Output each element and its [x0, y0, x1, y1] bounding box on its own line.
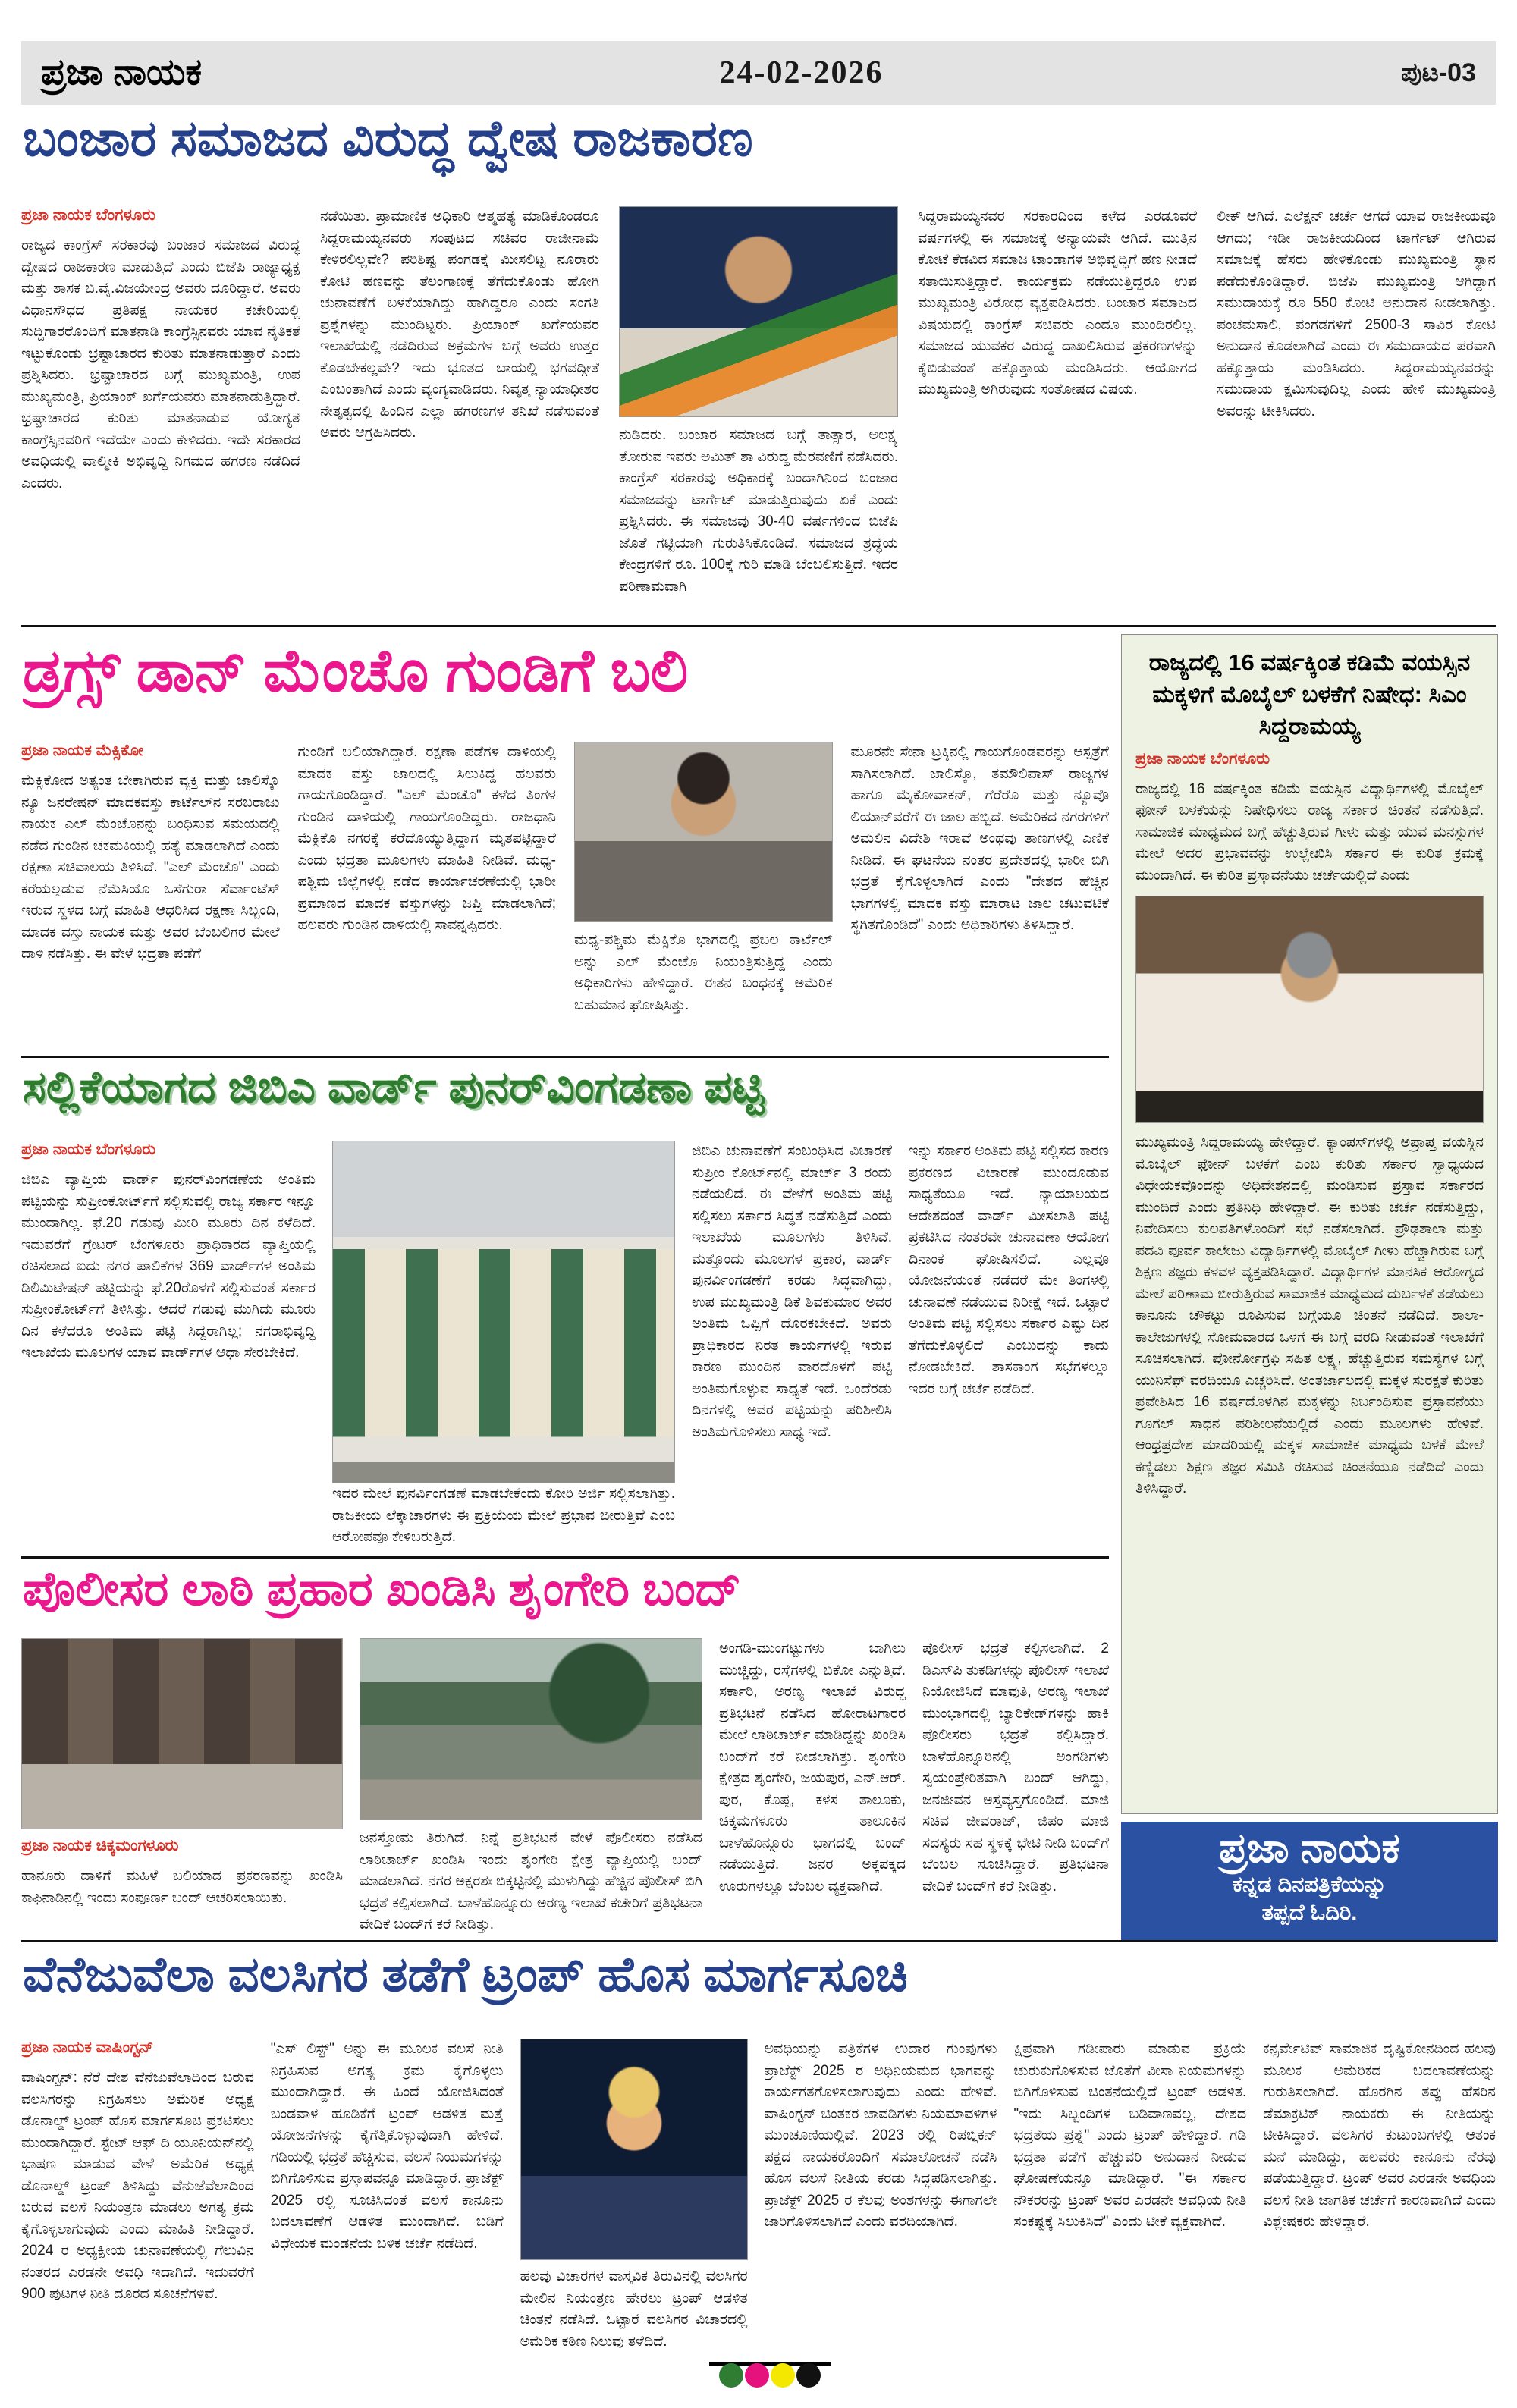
police-station-photo: [360, 1638, 702, 1820]
article-paragraph: ಜನಸ್ತೋಮ ತಿರುಗಿದೆ. ನಿನ್ನೆ ಪ್ರತಿಭಟನೆ ವೇಳೆ ಪೊಲೀಸರು ನಡೆಸಿದ ಲಾಠಿಚಾರ್ಜ್ ಖಂಡಿಸಿ ಇಂದು ಶೃಂಗೇರಿ ಕ್ಷೇತ್ರ ವ್ಯಾಪ್ತಿಯಲ್ಲಿ ಬಂದ್ ಮಾಡಲಾಗಿದೆ. ನಗರ ಅಕ್ಷರಶಃ ಬಿಕ್ಕಟ್ಟಿನಲ್ಲಿ ಮುಳುಗಿದ್ದು ಹೆಚ್ಚಿನ ಪೊಲೀಸ್ ಬಿಗಿ ಭದ್ರತೆ ಕಲ್ಪಿಸಲಾಗಿದೆ. ಬಾಳೆಹೊನ್ನೂರು ಅರಣ್ಯ ಇಲಾಖೆ ಕಚೇರಿಗೆ ಪ್ರತಿಭಟನಾ ವೇದಿಕೆ ಬಂದ್‌ಗೆ ಕರೆ ನೀಡಿತ್ತು.: [360, 1830, 702, 1932]
headline-drugs-don: ಡ್ರಗ್ಸ್ ಡಾನ್ ಮೆಂಚೊ ಗುಂಡಿಗೆ ಬಲಿ: [23, 639, 689, 704]
section-divider: [21, 1056, 1109, 1058]
article-paragraph: ರಾಜ್ಯದಲ್ಲಿ 16 ವರ್ಷಕ್ಕಿಂತ ಕಡಿಮೆ ವಯಸ್ಸಿನ ವಿದ್ಯಾರ್ಥಿಗಳಲ್ಲಿ ಮೊಬೈಲ್ ಫೋನ್ ಬಳಕೆಯನ್ನು ನಿಷೇಧಿಸಲು ರಾಜ್ಯ ಸರ್ಕಾರ ಚಿಂತನೆ ನಡೆಸುತ್ತಿದೆ. ಸಾಮಾಜಿಕ ಮಾಧ್ಯಮದ ಬಗ್ಗೆ ಹೆಚ್ಚುತ್ತಿರುವ ಗೀಳು ಮತ್ತು ಯುವ ಮನಸ್ಸುಗಳ ಮೇಲೆ ಅದರ ಪ್ರಭಾವವನ್ನು ಉಲ್ಲೇಖಿಸಿ ಸರ್ಕಾರ ಈ ಕುರಿತ ಕ್ರಮಕ್ಕೆ ಮುಂದಾಗಿದೆ. ಈ ಕುರಿತ ಪ್ರಸ್ತಾವನೆಯು ಚರ್ಚೆಯಲ್ಲಿದೆ ಎಂದು: [1135, 780, 1484, 884]
headline-banjara: ಬಂಜಾರ ಸಮಾಜದ ವಿರುದ್ಧ ದ್ವೇಷ ರಾಜಕಾರಣ: [23, 111, 753, 166]
headline-mobile-ban: ರಾಜ್ಯದಲ್ಲಿ 16 ವರ್ಷಕ್ಕಿಂತ ಕಡಿಮೆ ವಯಸ್ಸಿನ ಮಕ್ಕಳಿಗೆ ಮೊಬೈಲ್ ಬಳಕೆಗೆ ನಿಷೇಧ: ಸಿಎಂ ಸಿದ್ದರಾಮಯ್ಯ: [1148, 649, 1471, 739]
article-mobile-ban-box: [1121, 634, 1498, 1814]
article-drugs-don: [21, 742, 1109, 1050]
print-dot-yellow: [771, 2363, 795, 2388]
print-registration-marks: [704, 2362, 836, 2388]
article-paragraph: ವಾಷಿಂಗ್ಟನ್: ನೆರೆ ದೇಶ ವೆನೆಜುವೆಲಾದಿಂದ ಬರುವ ವಲಸಿಗರನ್ನು ನಿಗ್ರಹಿಸಲು ಅಮೆರಿಕ ಅಧ್ಯಕ್ಷ ಡೊನಾಲ್ಡ್ ಟ್ರಂಪ್ ಹೊಸ ಮಾರ್ಗಸೂಚಿ ಪ್ರಕಟಿಸಲು ಮುಂದಾಗಿದ್ದಾರೆ. ಸ್ಟೇಟ್ ಆಫ್ ದಿ ಯೂನಿಯನ್‌ನಲ್ಲಿ ಭಾಷಣ ಮಾಡುವ ವೇಳೆ ಅಮೆರಿಕ ಅಧ್ಯಕ್ಷ ಡೊನಾಲ್ಡ್ ಟ್ರಂಪ್ ತಿಳಿಸಿದ್ದು ವೆನುಜೆವೆಲಾದಿಂದ ಬರುವ ವಲಸೆ ನಿಯಂತ್ರಣ ಮಾಡಲು ಅಗತ್ಯ ಕ್ರಮ ಕೈಗೊಳ್ಳಲಾಗುವುದು ಎಂದು ಮಾಹಿತಿ ನೀಡಿದ್ದಾರೆ. 2024 ರ ಅಧ್ಯಕ್ಷೀಯ ಚುನಾವಣೆಯಲ್ಲಿ ಗೆಲುವಿನ ನಂತರದ ಎರಡನೇ ಅವಧಿ ಇದಾಗಿದೆ. ಇದುವರೆಗೆ 900 ಪುಟಗಳ ನೀತಿ ದೂರದ ಸೂಚನೆಗಳಿವೆ.: [21, 2070, 254, 2302]
headline-trump-migrants: ವೆನೆಜುವೆಲಾ ವಲಸಿಗರ ತಡೆಗೆ ಟ್ರಂಪ್ ಹೊಸ ಮಾರ್ಗಸೂಚಿ: [23, 1948, 908, 2001]
page-header: [21, 41, 1496, 105]
byline-banjara: ಪ್ರಜಾ ನಾಯಕ ಬೆಂಗಳೂರು: [21, 206, 156, 224]
article-paragraph: ಅಂಗಡಿ-ಮುಂಗಟ್ಟುಗಳು ಬಾಗಿಲು ಮುಚ್ಚಿದ್ದು, ರಸ್ತೆಗಳಲ್ಲಿ ಬಿಕೋ ಎನ್ನುತ್ತಿದೆ. ಸರ್ಕಾರಿ, ಅರಣ್ಯ ಇಲಾಖೆ ವಿರುದ್ಧ ಪ್ರತಿಭಟನೆ ನಡೆಸಿದ ಹೋರಾಟಗಾರರ ಮೇಲೆ ಲಾಠಿಚಾರ್ಜ್ ಮಾಡಿದ್ದನ್ನು ಖಂಡಿಸಿ ಬಂದ್‌ಗೆ ಕರೆ ನೀಡಲಾಗಿತ್ತು. ಶೃಂಗೇರಿ ಕ್ಷೇತ್ರದ ಶೃಂಗೇರಿ, ಜಯಪುರ, ಎನ್.ಆರ್. ಪುರ, ಕೊಪ್ಪ, ಕಳಸ ತಾಲೂಕು, ಚಿಕ್ಕಮಗಳೂರು ತಾಲೂಕಿನ ಬಾಳೆಹೊನ್ನೂರು ಭಾಗದಲ್ಲಿ ಬಂದ್ ನಡೆಯುತ್ತಿದೆ. ಜನರ ಅಕ್ಕಪಕ್ಕದ ಊರುಗಳಲ್ಲೂ ಬೆಂಬಲ ವ್ಯಕ್ತವಾಗಿದೆ.: [719, 1640, 906, 1895]
article-paragraph: ಗುಂಡಿಗೆ ಬಲಿಯಾಗಿದ್ದಾರೆ. ರಕ್ಷಣಾ ಪಡೆಗಳ ದಾಳಿಯಲ್ಲಿ ಮಾದಕ ವಸ್ತು ಜಾಲದಲ್ಲಿ ಸಿಲುಕಿದ್ದ ಹಲವರು ಗಾಯಗೊಂಡಿದ್ದಾರೆ. "ಎಲ್ ಮೆಂಚೊ" ಕಳೆದ ತಿಂಗಳ ಗುಂಡಿನ ದಾಳಿಯಲ್ಲಿ ಗಾಯಗೊಂಡಿದ್ದರು. ರಾಜಧಾನಿ ಮೆಕ್ಸಿಕೊ ನಗರಕ್ಕೆ ಕರೆದೊಯ್ಯುತ್ತಿದ್ದಾಗ ಮೃತಪಟ್ಟಿದ್ದಾರೆ ಎಂದು ಭದ್ರತಾ ಮೂಲಗಳು ಮಾಹಿತಿ ನೀಡಿವೆ. ಮಧ್ಯ-ಪಶ್ಚಿಮ ಜಿಲ್ಲೆಗಳಲ್ಲಿ ನಡೆದ ಕಾರ್ಯಾಚರಣೆಯಲ್ಲಿ ಭಾರೀ ಪ್ರಮಾಣದ ಮಾದಕ ವಸ್ತುಗಳನ್ನು ಜಪ್ತಿ ಮಾಡಲಾಗಿದೆ; ಹಲವರು ಗುಂಡಿನ ದಾಳಿಯಲ್ಲಿ ಸಾವನ್ನಪ್ಪಿದರು.: [297, 744, 556, 933]
article-paragraph: ಇನ್ನು ಸರ್ಕಾರ ಅಂತಿಮ ಪಟ್ಟಿ ಸಲ್ಲಿಸದ ಕಾರಣ ಪ್ರಕರಣದ ವಿಚಾರಣೆ ಮುಂದೂಡುವ ಸಾಧ್ಯತೆಯೂ ಇದೆ. ನ್ಯಾಯಾಲಯದ ಆದೇಶದಂತೆ ವಾರ್ಡ್ ಮೀಸಲಾತಿ ಪಟ್ಟಿ ಪ್ರಕಟಿಸಿದ ನಂತರವೇ ಚುನಾವಣಾ ಆಯೋಗ ದಿನಾಂಕ ಘೋಷಿಸಲಿದೆ. ಎಲ್ಲವೂ ಯೋಜನೆಯಂತೆ ನಡೆದರೆ ಮೇ ತಿಂಗಳಲ್ಲಿ ಚುನಾವಣೆ ನಡೆಯುವ ನಿರೀಕ್ಷೆ ಇದೆ. ಒಟ್ಟಾರೆ ಅಂತಿಮ ಪಟ್ಟಿ ಸಲ್ಲಿಸಲು ಸರ್ಕಾರ ಎಷ್ಟು ದಿನ ತೆಗೆದುಕೊಳ್ಳಲಿದೆ ಎಂಬುದನ್ನು ಕಾದು ನೋಡಬೇಕಿದೆ. ಶಾಸಕಾಂಗ ಸಭೆಗಳಲ್ಲೂ ಇದರ ಬಗ್ಗೆ ಚರ್ಚೆ ನಡೆದಿದೆ.: [909, 1143, 1109, 1397]
article-gba-wards: [21, 1141, 1109, 1552]
article-paragraph: ನುಡಿದರು. ಬಂಜಾರ ಸಮಾಜದ ಬಗ್ಗೆ ತಾತ್ಸಾರ, ಅಲಕ್ಷ್ಯ ತೋರುವ ಇವರು ಅಮಿತ್ ಶಾ ವಿರುದ್ಧ ಮೆರವಣಿಗೆ ನಡೆಸಿದರು. ಕಾಂಗ್ರೆಸ್ ಸರಕಾರವು ಅಧಿಕಾರಕ್ಕೆ ಬಂದಾಗಿನಿಂದ ಬಂಜಾರ ಸಮಾಜವನ್ನು ಟಾರ್ಗೆಟ್ ಮಾಡುತ್ತಿರುವುದು ಏಕೆ ಎಂದು ಪ್ರಶ್ನಿಸಿದರು. ಈ ಸಮಾಜವು 30-40 ವರ್ಷಗಳಿಂದ ಬಿಜೆಪಿ ಜೊತೆ ಗಟ್ಟಿಯಾಗಿ ಗುರುತಿಸಿಕೊಂಡಿದೆ. ಸಮಾಜದ ಶ್ರದ್ಧೆಯ ಕೇಂದ್ರಗಳಿಗೆ ರೂ. 100ಕ್ಕೆ ಗುರಿ ಮಾಡಿ ಬೆಂಬಲಿಸುತ್ತಿದೆ. ಇದರ ಪರಿಣಾಮವಾಗಿ: [619, 427, 898, 595]
section-divider: [21, 625, 1496, 627]
article-paragraph: ನಡೆಯಿತು. ಪ್ರಾಮಾಣಿಕ ಅಧಿಕಾರಿ ಆತ್ಮಹತ್ಯೆ ಮಾಡಿಕೊಂಡರೂ ಸಿದ್ದರಾಮಯ್ಯನವರು ಸಂಪುಟದ ಸಚಿವರ ರಾಜೀನಾಮೆ ಕೇಳಿರಲಿಲ್ಲವೇ? ಪರಿಶಿಷ್ಟ ಪಂಗಡಕ್ಕೆ ಮೀಸಲಿಟ್ಟ ನೂರಾರು ಕೋಟಿ ಹಣವನ್ನು ತೆಲಂಗಾಣಕ್ಕೆ ತೆಗೆದುಕೊಂಡು ಹೋಗಿ ಚುನಾವಣೆಗೆ ಬಳಕೆಯಾಗಿದ್ದು ಹಾಗಿದ್ದರೂ ಎಂದು ಸಂಗತಿ ಪ್ರಶ್ನೆಗಳನ್ನು ಮುಂದಿಟ್ಟರು. ಪ್ರಿಯಾಂಕ್ ಖರ್ಗೆಯವರ ಇಲಾಖೆಯಲ್ಲಿ ನಡೆದಿರುವ ಅಕ್ರಮಗಳ ಬಗ್ಗೆ ಅವರು ಉತ್ತರ ಕೊಡಬೇಕಲ್ಲವೇ? ಇದು ಭೂತದ ಬಾಯಲ್ಲಿ ಭಗವದ್ಗೀತೆ ಎಂಬಂತಾಗಿದೆ ಎಂದು ವ್ಯಂಗ್ಯವಾಡಿದರು. ನಿವೃತ್ತ ನ್ಯಾಯಾಧೀಶರ ನೇತೃತ್ವದಲ್ಲಿ ಹಿಂದಿನ ಎಲ್ಲಾ ಹಗರಣಗಳ ತನಿಖೆ ನಡೆಸುವಂತೆ ಅವರು ಆಗ್ರಹಿಸಿದರು.: [320, 209, 599, 441]
article-paragraph: ಹಾನೂರು ದಾಳಿಗೆ ಮಹಿಳೆ ಬಲಿಯಾದ ಪ್ರಕರಣವನ್ನು ಖಂಡಿಸಿ ಕಾಫಿನಾಡಿನಲ್ಲಿ ಇಂದು ಸಂಪೂರ್ಣ ಬಂದ್ ಆಚರಿಸಲಾಯಿತು.: [21, 1868, 343, 1906]
photo-caption: ಹಲವು ವಿಚಾರಗಳ ವಾಸ್ತವಿಕ ತಿರುವಿನಲ್ಲಿ ವಲಸಿಗರ ಮೇಲಿನ ನಿಯಂತ್ರಣ ಹೇರಲು ಟ್ರಂಪ್ ಆಡಳಿತ ಚಿಂತನೆ ನಡೆಸಿದೆ. ಒಟ್ಟಾರೆ ವಲಸಿಗರ ವಿಚಾರದಲ್ಲಿ ಅಮೆರಿಕ ಕಠಿಣ ನಿಲುವು ತಳೆದಿದೆ.: [520, 2268, 748, 2350]
byline-trump-migrants: ಪ್ರಜಾ ನಾಯಕ ವಾಷಿಂಗ್ಟನ್: [21, 2039, 154, 2056]
article-paragraph: ಅವಧಿಯನ್ನು ಪತ್ರಿಕೆಗಳ ಉದಾರ ಗುಂಪುಗಳು ಪ್ರಾಜೆಕ್ಟ್ 2025 ರ ಅಧಿನಿಯಮದ ಭಾಗವನ್ನು ಕಾರ್ಯಗತಗೊಳಿಸಲಾಗುವುದು ಎಂದು ಹೇಳಿವೆ. ವಾಷಿಂಗ್ಟನ್ ಚಿಂತಕರ ಚಾವಡಿಗಳು ನಿಯಮಾವಳಿಗಳ ಮುಂಚೂಣಿಯಲ್ಲಿವೆ. 2023 ರಲ್ಲಿ ರಿಪಬ್ಲಿಕನ್ ಪಕ್ಷದ ನಾಯಕರೊಂದಿಗೆ ಸಮಾಲೋಚನೆ ನಡೆಸಿ ಹೊಸ ವಲಸೆ ನೀತಿಯ ಕರಡು ಸಿದ್ಧಪಡಿಸಲಾಗಿತ್ತು. ಪ್ರಾಜೆಕ್ಟ್ 2025 ರ ಕೆಲವು ಅಂಶಗಳನ್ನು ಈಗಾಗಲೇ ಜಾರಿಗೊಳಿಸಲಾಗಿದೆ ಎಂದು ವರದಿಯಾಗಿದೆ.: [764, 2041, 997, 2230]
promo-line: ತಪ್ಪದೆ ಓದಿರಿ.: [1261, 1900, 1358, 1925]
article-paragraph: ರಾಜ್ಯದ ಕಾಂಗ್ರೆಸ್ ಸರಕಾರವು ಬಂಜಾರ ಸಮಾಜದ ವಿರುದ್ಧ ದ್ವೇಷದ ರಾಜಕಾರಣ ಮಾಡುತ್ತಿದೆ ಎಂದು ಬಿಜೆಪಿ ರಾಜ್ಯಾಧ್ಯಕ್ಷ ಮತ್ತು ಶಾಸಕ ಬಿ.ವೈ.ವಿಜಯೇಂದ್ರ ಅವರು ದೂರಿದ್ದಾರೆ. ಅವರು ವಿಧಾನಸೌಧದ ಪ್ರತಿಪಕ್ಷ ನಾಯಕರ ಕಚೇರಿಯಲ್ಲಿ ಸುದ್ದಿಗಾರರೊಂದಿಗೆ ಮಾತನಾಡಿ ಕಾಂಗ್ರೆಸ್ಸಿನವರು ಯಾವ ನೈತಿಕತೆ ಇಟ್ಟುಕೊಂಡು ಭ್ರಷ್ಟಾಚಾರದ ಕುರಿತು ಮಾತನಾಡುತ್ತಾರೆ ಎಂದು ಪ್ರಶ್ನಿಸಿದರು. ಭ್ರಷ್ಟಾಚಾರದ ಬಗ್ಗೆ ಮುಖ್ಯಮಂತ್ರಿ, ಉಪ ಮುಖ್ಯಮಂತ್ರಿ, ಪ್ರಿಯಾಂಕ್ ಖರ್ಗೆಯವರು ಮಾತನಾಡುತ್ತಿದ್ದಾರೆ. ಭ್ರಷ್ಟಾಚಾರದ ಕುರಿತು ಮಾತನಾಡುವ ಯೋಗ್ಯತೆ ಕಾಂಗ್ರೆಸ್ಸಿನವರಿಗೆ ಇದೆಯೇ ಎಂದು ಕೇಳಿದರು. ಇದೇ ಸರಕಾರದ ಅವಧಿಯಲ್ಲಿ ವಾಲ್ಮೀಕಿ ಅಭಿವೃದ್ಧಿ ನಿಗಮದ ಹಗರಣ ನಡೆದಿದೆ ಎಂದರು.: [21, 237, 300, 491]
article-paragraph: ಕನ್ಸರ್ವೇಟಿವ್ ಸಾಮಾಜಿಕ ದೃಷ್ಟಿಕೋನದಿಂದ ಹಲವು ಮೂಲಕ ಅಮೆರಿಕದ ಬದಲಾವಣೆಯನ್ನು ಗುರುತಿಸಲಾಗಿದೆ. ಹೊರಗಿನ ತಪ್ಪು ಹೆಸರಿನ ಡೆಮಾಕ್ರಟಿಕ್ ನಾಯಕರು ಈ ನೀತಿಯನ್ನು ಟೀಕಿಸಿದ್ದಾರೆ. ವಲಸಿಗರ ಕುಟುಂಬಗಳಲ್ಲಿ ಆತಂಕ ಮನೆ ಮಾಡಿದ್ದು, ಹಲವರು ಕಾನೂನು ನೆರವು ಪಡೆಯುತ್ತಿದ್ದಾರೆ. ಟ್ರಂಪ್ ಅವರ ಎರಡನೇ ಅವಧಿಯ ವಲಸೆ ನೀತಿ ಜಾಗತಿಕ ಚರ್ಚೆಗೆ ಕಾರಣವಾಗಿದೆ ಎಂದು ವಿಶ್ಲೇಷಕರು ಹೇಳಿದ್ದಾರೆ.: [1263, 2041, 1496, 2230]
article-paragraph: ಪೊಲೀಸ್ ಭದ್ರತೆ ಕಲ್ಪಿಸಲಾಗಿದೆ. 2 ಡಿಎಸ್‌ಪಿ ತುಕಡಿಗಳನ್ನು ಪೊಲೀಸ್ ಇಲಾಖೆ ನಿಯೋಜಿಸಿದೆ ಮಾವುತಿ, ಅರಣ್ಯ ಇಲಾಖೆ ಮುಂಭಾಗದಲ್ಲಿ ಬ್ಯಾರಿಕೇಡ್‌ಗಳನ್ನು ಹಾಕಿ ಪೊಲೀಸರು ಭದ್ರತೆ ಕಲ್ಪಿಸಿದ್ದಾರೆ. ಬಾಳೆಹೊನ್ನೂರಿನಲ್ಲಿ ಅಂಗಡಿಗಳು ಸ್ವಯಂಪ್ರೇರಿತವಾಗಿ ಬಂದ್ ಆಗಿದ್ದು, ಜನಜೀವನ ಅಸ್ತವ್ಯಸ್ತಗೊಂಡಿದೆ. ಮಾಜಿ ಸಚಿವ ಜೀವರಾಜ್, ಜಿಪಂ ಮಾಜಿ ಸದಸ್ಯರು ಸಹ ಸ್ಥಳಕ್ಕೆ ಭೇಟಿ ನೀಡಿ ಬಂದ್‌ಗೆ ಬೆಂಬಲ ಸೂಚಿಸಿದ್ದಾರೆ. ಪ್ರತಿಭಟನಾ ವೇದಿಕೆ ಬಂದ್‌ಗೆ ಕರೆ ನೀಡಿತ್ತು.: [922, 1640, 1109, 1895]
article-paragraph: "ಎಸ್ ಲಿಸ್ಟ್" ಅನ್ನು ಈ ಮೂಲಕ ವಲಸೆ ನೀತಿ ನಿಗ್ರಹಿಸುವ ಅಗತ್ಯ ಕ್ರಮ ಕೈಗೊಳ್ಳಲು ಮುಂದಾಗಿದ್ದಾರೆ. ಈ ಹಿಂದೆ ಯೋಜಿಸಿದಂತೆ ಬಂಡವಾಳ ಹೂಡಿಕೆಗೆ ಟ್ರಂಪ್ ಆಡಳಿತ ಮತ್ತೆ ಯೋಜನೆಗಳನ್ನು ಕೈಗೆತ್ತಿಕೊಳ್ಳುವುದಾಗಿ ಹೇಳಿದೆ. ಗಡಿಯಲ್ಲಿ ಭದ್ರತೆ ಹೆಚ್ಚಿಸುವ, ವಲಸೆ ನಿಯಮಗಳನ್ನು ಬಿಗಿಗೊಳಿಸುವ ಪ್ರಸ್ತಾಪವನ್ನೂ ಮಾಡಿದ್ದಾರೆ. ಪ್ರಾಜೆಕ್ಟ್ 2025 ರಲ್ಲಿ ಸೂಚಿಸಿದಂತೆ ವಲಸೆ ಕಾನೂನು ಬದಲಾವಣೆಗೆ ಆಡಳಿತ ಮುಂದಾಗಿದೆ. ಬಡಿಗೆ ವಿಧೇಯಕ ಮಂಡನೆಯ ಬಳಿಕ ಚರ್ಚೆ ನಡೆದಿದೆ.: [270, 2041, 504, 2252]
edition-date: 24-02-2026: [719, 55, 884, 90]
byline-gba-wards: ಪ್ರಜಾ ನಾಯಕ ಬೆಂಗಳೂರು: [21, 1141, 156, 1158]
headline-gba-wards: ಸಲ್ಲಿಕೆಯಾಗದ ಜಿಬಿಎ ವಾರ್ಡ್ ಪುನರ್‌ವಿಂಗಡಣಾ ಪಟ್ಟಿ: [23, 1063, 765, 1112]
promo-line: ಕನ್ನಡ ದಿನಪತ್ರಿಕೆಯನ್ನು: [1232, 1873, 1387, 1898]
article-banjara: [21, 206, 1496, 620]
print-dot-magenta: [745, 2363, 769, 2388]
promo-title: ಪ್ರಜಾ ನಾಯಕ: [1219, 1826, 1400, 1871]
page-number: ಪುಟ-03: [1400, 58, 1476, 87]
article-paragraph: ಸಿದ್ದರಾಮಯ್ಯನವರ ಸರಕಾರದಿಂದ ಕಳೆದ ಎರಡೂವರೆ ವರ್ಷಗಳಲ್ಲಿ ಈ ಸಮಾಜಕ್ಕೆ ಅನ್ಯಾಯವೇ ಆಗಿದೆ. ಮುತ್ತಿನ ಕೋಟೆ ಕೆಡವಿದ ಸಮಾಜ ಟಾಂಡಾಗಳ ಅಭಿವೃದ್ಧಿಗೆ ಹಣ ನೀಡದೆ ಸತಾಯಿಸುತ್ತಿದ್ದಾರೆ. ಕಾರ್ಯಕ್ರಮ ನಡೆಯುತ್ತಿದ್ದರೂ ಉಪ ಮುಖ್ಯಮಂತ್ರಿ ವಿರೋಧ ವ್ಯಕ್ತಪಡಿಸಿದರು. ಬಂಜಾರ ಸಮಾಜದ ವಿಷಯದಲ್ಲಿ ಕಾಂಗ್ರೆಸ್ ಸಚಿವರು ಎಂದೂ ಮುಂದಿರಲಿಲ್ಲ. ಸಮಾಜದ ಯುವಕರ ವಿರುದ್ಧ ದಾಖಲಿಸಿರುವ ಪ್ರಕರಣಗಳನ್ನು ಕೈಬಿಡುವಂತೆ ಹಕ್ಕೊತ್ತಾಯ ಮಂಡಿಸಿದರು. ಆಯೋಗದ ಮುಖ್ಯಮಂತ್ರಿ ಅಗಿರುವುದು ಸಂತೋಷದ ವಿಷಯ.: [918, 209, 1197, 397]
el-mencho-photo: [574, 742, 833, 922]
siddaramaiah-photo: [1135, 896, 1484, 1123]
article-paragraph: ಜಿಬಿಎ ವ್ಯಾಪ್ತಿಯ ವಾರ್ಡ್ ಪುನರ್‌ವಿಂಗಡಣೆಯ ಅಂತಿಮ ಪಟ್ಟಿಯನ್ನು ಸುಪ್ರೀಂಕೋರ್ಟ್‌ಗೆ ಸಲ್ಲಿಸುವಲ್ಲಿ ರಾಜ್ಯ ಸರ್ಕಾರ ಇನ್ನೂ ಮುಂದಾಗಿಲ್ಲ. ಫೆ.20 ಗಡುವು ಮೀರಿ ಮೂರು ದಿನ ಕಳೆದಿದೆ. ಇದುವರೆಗೆ ಗ್ರೇಟರ್ ಬೆಂಗಳೂರು ಪ್ರಾಧಿಕಾರದ ವ್ಯಾಪ್ತಿಯಲ್ಲಿ ರಚಿಸಲಾದ ಐದು ನಗರ ಪಾಲಿಕೆಗಳ 369 ವಾರ್ಡ್‌ಗಳ ಅಂತಿಮ ಡಿಲಿಮಿಟೇಷನ್ ಪಟ್ಟಿಯನ್ನು ಫೆ.20ರೊಳಗೆ ಸಲ್ಲಿಸುವಂತೆ ಸರ್ಕಾರ ಸುಪ್ರೀಂಕೋರ್ಟ್‌ಗೆ ತಿಳಿಸಿತ್ತು. ಆದರೆ ಗಡುವು ಮುಗಿದು ಮೂರು ದಿನ ಕಳೆದರೂ ಅಂತಿಮ ಪಟ್ಟಿ ಸಿದ್ದರಾಗಿಲ್ಲ; ನಗರಾಭಿವೃದ್ಧಿ ಇಲಾಖೆಯ ಮೂಲಗಳ ಯಾವ ವಾರ್ಡ್‌ಗಳ ಆಧಾ ಸೇರಬೇಕಿದೆ.: [21, 1172, 316, 1361]
print-dot-black: [796, 2363, 821, 2388]
byline-shringeri-bandh: ಪ್ರಜಾ ನಾಯಕ ಚಿಕ್ಕಮಂಗಳೂರು: [21, 1837, 179, 1854]
trump-photo: [520, 2039, 748, 2260]
section-divider: [21, 1940, 1496, 1942]
bandh-street-photo: [21, 1638, 343, 1829]
print-dot-green: [719, 2363, 743, 2388]
kannada-bhavana-photo: [332, 1141, 675, 1483]
article-paragraph: ಲೀಕ್ ಆಗಿದೆ. ಎಲೆಕ್ಷನ್ ಚರ್ಚೆ ಆಗದೆ ಯಾವ ರಾಜಕೀಯವೂ ಆಗದು; ಇಡೀ ರಾಜಕೀಯದಿಂದ ಟಾರ್ಗೆಟ್ ಆಗಿರುವ ಸಮಾಜಕ್ಕೆ ಹೆಸರು ಹೇಳಿಕೊಂಡು ಮುಖ್ಯಮಂತ್ರಿ ಸ್ಥಾನ ಪಡೆದುಕೊಂಡಿದ್ದಾರೆ. ಬಿಜೆಪಿ ಮುಖ್ಯಮಂತ್ರಿ ಆಗಿದ್ದಾಗ ಸಮುದಾಯಕ್ಕೆ ರೂ 550 ಕೋಟಿ ಅನುದಾನ ನೀಡಲಾಗಿತ್ತು. ಪಂಚಮಸಾಲಿ, ಪಂಗಡಗಳಿಗೆ 2500-3 ಸಾವಿರ ಕೋಟಿ ಅನುದಾನ ಕೊಡಲಾಗಿದೆ ಎಂದು ಈ ಸಮುದಾಯದ ಪರವಾಗಿ ಹಕ್ಕೊತ್ತಾಯ ಮಂಡಿಸಿದರು. ಸಿದ್ದರಾಮಯ್ಯನವರನ್ನು ಸಮುದಾಯ ಕ್ಷಮಿಸುವುದಿಲ್ಲ ಎಂದು ಹೇಳಿ ಮುಖ್ಯಮಂತ್ರಿ ಅವರನ್ನು ಟೀಕಿಸಿದರು.: [1217, 209, 1496, 419]
masthead: ಪ್ರಜಾ ನಾಯಕ: [41, 52, 203, 93]
article-trump-migrants: [21, 2039, 1496, 2353]
article-paragraph: ಮಧ್ಯ-ಪಶ್ಚಿಮ ಮೆಕ್ಸಿಕೊ ಭಾಗದಲ್ಲಿ ಪ್ರಬಲ ಕಾರ್ಟೆಲ್ ಅನ್ನು ಎಲ್ ಮೆಂಚೊ ನಿಯಂತ್ರಿಸುತ್ತಿದ್ದ ಎಂದು ಅಧಿಕಾರಿಗಳು ಹೇಳಿದ್ದಾರೆ. ಈತನ ಬಂಧನಕ್ಕೆ ಅಮೆರಿಕ ಬಹುಮಾನ ಘೋಷಿಸಿತ್ತು.: [574, 932, 833, 1013]
article-paragraph: ಮೂರನೇ ಸೇನಾ ಟ್ರಕ್ಕಿನಲ್ಲಿ ಗಾಯಗೊಂಡವರನ್ನು ಆಸ್ಪತ್ರೆಗೆ ಸಾಗಿಸಲಾಗಿದೆ. ಜಾಲಿಸ್ಕೊ, ತಮೌಲಿಪಾಸ್ ರಾಜ್ಯಗಳ ಹಾಗೂ ಮೈಕೋವಾಕನ್, ಗೆರೆರೊ ಮತ್ತು ನ್ಯೂವೊ ಲಿಯಾನ್‌ವರೆಗೆ ಈ ಜಾಲ ಹಬ್ಬಿದೆ. ಅಮೆರಿಕದ ನಗರಗಳಿಗೆ ಅಮಲಿನ ವಿದೇಶಿ ಇರಾವೆ ಅಂಥವು ತಾಣಗಳಲ್ಲಿ ಎಣಿಕೆ ನೀಡಿದೆ. ಈ ಘಟನೆಯ ನಂತರ ಪ್ರದೇಶದಲ್ಲಿ ಭಾರೀ ಬಿಗಿ ಭದ್ರತೆ ಕೈಗೊಳ್ಳಲಾಗಿದೆ ಎಂದು "ದೇಶದ ಹೆಚ್ಚಿನ ಭಾಗಗಳಲ್ಲಿ ಮಾದಕ ವಸ್ತು ಮಾರಾಟ ಜಾಲ ಚಟುವಟಿಕೆ ಸ್ಥಗಿತಗೊಂಡಿದೆ" ಎಂದು ಅಧಿಕಾರಿಗಳು ತಿಳಿಸಿದ್ದಾರೆ.: [850, 744, 1109, 933]
article-paragraph: ಜಿಬಿಎ ಚುನಾವಣೆಗೆ ಸಂಬಂಧಿಸಿದ ವಿಚಾರಣೆ ಸುಪ್ರೀಂ ಕೋರ್ಟ್‌ನಲ್ಲಿ ಮಾರ್ಚ್ 3 ರಂದು ನಡೆಯಲಿದೆ. ಈ ವೇಳೆಗೆ ಅಂತಿಮ ಪಟ್ಟಿ ಸಲ್ಲಿಸಲು ಸರ್ಕಾರ ಸಿದ್ಧತೆ ನಡೆಸುತ್ತಿದೆ ಎಂದು ಇಲಾಖೆಯ ಮೂಲಗಳು ತಿಳಿಸಿವೆ. ಮತ್ತೊಂದು ಮೂಲಗಳ ಪ್ರಕಾರ, ವಾರ್ಡ್ ಪುನರ್ವಿಂಗಡಣೆಗೆ ಕರಡು ಸಿದ್ಧವಾಗಿದ್ದು, ಉಪ ಮುಖ್ಯಮಂತ್ರಿ ಡಿಕೆ ಶಿವಕುಮಾರ ಅವರ ಅಂತಿಮ ಒಪ್ಪಿಗೆ ದೊರಕಬೇಕಿದೆ. ಅವರು ಪ್ರಾಧಿಕಾರದ ನಿರತ ಕಾರ್ಯಗಳಲ್ಲಿ ಇರುವ ಕಾರಣ ಮುಂದಿನ ವಾರದೊಳಗೆ ಪಟ್ಟಿ ಅಂತಿಮಗೊಳ್ಳುವ ಸಾಧ್ಯತೆ ಇದೆ. ಒಂದೆರಡು ದಿನಗಳಲ್ಲಿ ಅವರ ಪಟ್ಟಿಯನ್ನು ಪರಿಶೀಲಿಸಿ ಅಂತಿಮಗೊಳಿಸಲು ಸಾಧ್ಯ ಇದೆ.: [692, 1143, 892, 1440]
article-paragraph: ಮುಖ್ಯಮಂತ್ರಿ ಸಿದ್ದರಾಮಯ್ಯ ಹೇಳಿದ್ದಾರೆ. ಕ್ಯಾಂಪಸ್‌ಗಳಲ್ಲಿ ಅಪ್ರಾಪ್ತ ವಯಸ್ಸಿನ ಮೊಬೈಲ್ ಫೋನ್ ಬಳಕೆಗೆ ಎಂಬ ಕುರಿತು ಸರ್ಕಾರ ಸ್ವಾಧ್ಯಯದ ವಿಧೇಯಕವೊಂದನ್ನು ಅಧಿವೇಶನದಲ್ಲಿ ಮಂಡಿಸುವ ಪ್ರಸ್ತಾವ ಸರ್ಕಾರದ ಮುಂದಿದೆ ಎಂದು ಪ್ರತಿನಿಧಿ ಹೇಳಿದ್ದಾರೆ. ಈ ಕುರಿತು ಚರ್ಚೆ ನಡೆಸುತ್ತಿದ್ದು, ನಿವೇದಿಸಲು ಕುಲಪತಿಗಳೊಂದಿಗೆ ಸಭೆ ನಡೆಸಲಾಗಿದೆ. ಪ್ರೌಢಶಾಲಾ ಮತ್ತು ಪದವಿ ಪೂರ್ವ ಕಾಲೇಜು ವಿದ್ಯಾರ್ಥಿಗಳಲ್ಲಿ ಮೊಬೈಲ್ ಗೀಳು ಹೆಚ್ಚಾಗಿರುವ ಬಗ್ಗೆ ಶಿಕ್ಷಣ ತಜ್ಞರು ಕಳವಳ ವ್ಯಕ್ತಪಡಿಸಿದ್ದಾರೆ. ವಿದ್ಯಾರ್ಥಿಗಳ ಮಾನಸಿಕ ಆರೋಗ್ಯದ ಮೇಲೆ ಪರಿಣಾಮ ಬೀರುತ್ತಿರುವ ಸಾಮಾಜಿಕ ಮಾಧ್ಯಮದ ದುರ್ಬಳಕೆ ತಡೆಯಲು ಕಾನೂನು ಚೌಕಟ್ಟು ರೂಪಿಸುವ ಬಗ್ಗೆಯೂ ಚಿಂತನೆ ನಡೆದಿದೆ. ಶಾಲಾ-ಕಾಲೇಜುಗಳಲ್ಲಿ ಸೋಮವಾರದ ಒಳಗೆ ಈ ಬಗ್ಗೆ ವರದಿ ನೀಡುವಂತೆ ಇಲಾಖೆಗೆ ಸೂಚಿಸಲಾಗಿದೆ. ಪೋರ್ನೋಗ್ರಫಿ ಸಹಿತ ಲಕ್ಷ್ಯ, ಹೆಚ್ಚುತ್ತಿರುವ ಸಮಸ್ಯೆಗಳ ಬಗ್ಗೆ ಯುನಿಸೆಫ್ ವರದಿಯೂ ಎಚ್ಚರಿಸಿದೆ. ಅಂತರ್ಜಾಲದಲ್ಲಿ ಮಕ್ಕಳ ಸುರಕ್ಷತೆ ಕುರಿತು ಪ್ರವೇಶಿಸಿದ 16 ವರ್ಷದೊಳಗಿನ ಮಕ್ಕಳನ್ನು ನಿರ್ಬಂಧಿಸುವ ಪ್ರಸ್ತಾವನೆಯು ಗೂಗಲ್ ಸಾಧನ ಪರಿಶೀಲನೆಯಲ್ಲಿದೆ ಎಂದು ಮೂಲಗಳು ಹೇಳಿವೆ. ಆಂಧ್ರಪ್ರದೇಶ ಮಾದರಿಯಲ್ಲಿ ಮಕ್ಕಳ ಸಾಮಾಜಿಕ ಮಾಧ್ಯಮ ಬಳಕೆ ಮೇಲೆ ಕಣ್ಣಿಡಲು ಶಿಕ್ಷಣ ತಜ್ಞರ ಸಮಿತಿ ರಚಿಸುವ ಚಿಂತನೆಯೂ ನಡೆದಿದೆ ಎಂದು ತಿಳಿಸಿದ್ದಾರೆ.: [1135, 1135, 1484, 1497]
promo-box: [1121, 1822, 1498, 1942]
photo-caption: ಇದರ ಮೇಲೆ ಪುನರ್ವಿಂಗಡಣೆ ಮಾಡಬೇಕೆಂದು ಕೋರಿ ಅರ್ಜಿ ಸಲ್ಲಿಸಲಾಗಿತ್ತು. ರಾಜಕೀಯ ಲೆಕ್ಕಾಚಾರಗಳು ಈ ಪ್ರಕ್ರಿಯೆಯ ಮೇಲೆ ಪ್ರಭಾವ ಬೀರುತ್ತಿವೆ ಎಂಬ ಆರೋಪವೂ ಕೇಳಿಬರುತ್ತಿದೆ.: [332, 1486, 675, 1545]
article-shringeri-bandh: [21, 1638, 1109, 1936]
section-divider: [21, 1556, 1109, 1559]
byline-drugs-don: ಪ್ರಜಾ ನಾಯಕ ಮೆಕ್ಸಿಕೋ: [21, 742, 143, 759]
headline-shringeri-bandh: ಪೊಲೀಸರ ಲಾಠಿ ಪ್ರಹಾರ ಖಂಡಿಸಿ ಶೃಂಗೇರಿ ಬಂದ್: [23, 1564, 741, 1615]
article-paragraph: ಕ್ಷಿಪ್ರವಾಗಿ ಗಡೀಪಾರು ಮಾಡುವ ಪ್ರಕ್ರಿಯೆ ಚುರುಕುಗೊಳಿಸುವ ಜೊತೆಗೆ ವೀಸಾ ನಿಯಮಗಳನ್ನು ಬಿಗಿಗೊಳಿಸುವ ಚಿಂತನೆಯಲ್ಲಿದೆ ಟ್ರಂಪ್ ಆಡಳಿತ. "ಇದು ಸಿಬ್ಬಂದಿಗಳ ಬಡಿವಾಣವಲ್ಲ, ದೇಶದ ಭದ್ರತೆಯ ಪ್ರಶ್ನೆ" ಎಂದು ಟ್ರಂಪ್ ಹೇಳಿದ್ದಾರೆ. ಗಡಿ ಭದ್ರತಾ ಪಡೆಗೆ ಹೆಚ್ಚುವರಿ ಅನುದಾನ ನೀಡುವ ಘೋಷಣೆಯನ್ನೂ ಮಾಡಿದ್ದಾರೆ. "ಈ ಸರ್ಕಾರ ನೌಕರರನ್ನು ಟ್ರಂಪ್ ಅವರ ಎರಡನೇ ಅವಧಿಯ ನೀತಿ ಸಂಕಷ್ಟಕ್ಕೆ ಸಿಲುಕಿಸಿದೆ" ಎಂದು ಟೀಕೆ ವ್ಯಕ್ತವಾಗಿದೆ.: [1013, 2041, 1247, 2230]
vijayendra-photo: [619, 206, 898, 417]
article-paragraph: ಮೆಕ್ಸಿಕೋದ ಅತ್ಯಂತ ಬೇಕಾಗಿರುವ ವ್ಯಕ್ತಿ ಮತ್ತು ಜಾಲಿಸ್ಕೊ ನ್ಯೂ ಜನರೇಷನ್ ಮಾದಕವಸ್ತು ಕಾರ್ಟೆಲ್‌ನ ಸರಬರಾಜು ನಾಯಕ ಎಲ್ ಮೆಂಚೊನನ್ನು ಬಂಧಿಸುವ ಸಮಯದಲ್ಲಿ ನಡೆದ ಗುಂಡಿನ ಚಕಮಕಿಯಲ್ಲಿ ಹತ್ಯೆ ಮಾಡಲಾಗಿದೆ ಎಂದು ರಕ್ಷಣಾ ಸಚಿವಾಲಯ ತಿಳಿಸಿದೆ. "ಎಲ್ ಮೆಂಚೊ" ಎಂದು ಕರೆಯಲ್ಪಡುವ ನೆಮೆಸಿಯೊ ಒಸೆಗುರಾ ಸೆರ್ವಾಂಟೆಸ್ ಇರುವ ಸ್ಥಳದ ಬಗ್ಗೆ ಮಾಹಿತಿ ಆಧರಿಸಿದ ರಕ್ಷಣಾ ಸಿಬ್ಬಂದಿ, ಮಾದಕ ವಸ್ತು ನಾಯಕ ಮತ್ತು ಅವರ ಬೆಂಬಲಿಗರ ಮೇಲೆ ದಾಳಿ ನಡೆಸಿತ್ತು. ಈ ವೇಳೆ ಭದ್ರತಾ ಪಡೆಗೆ: [21, 773, 280, 962]
byline-mobile-ban: ಪ್ರಜಾ ನಾಯಕ ಬೆಂಗಳೂರು: [1135, 749, 1270, 768]
